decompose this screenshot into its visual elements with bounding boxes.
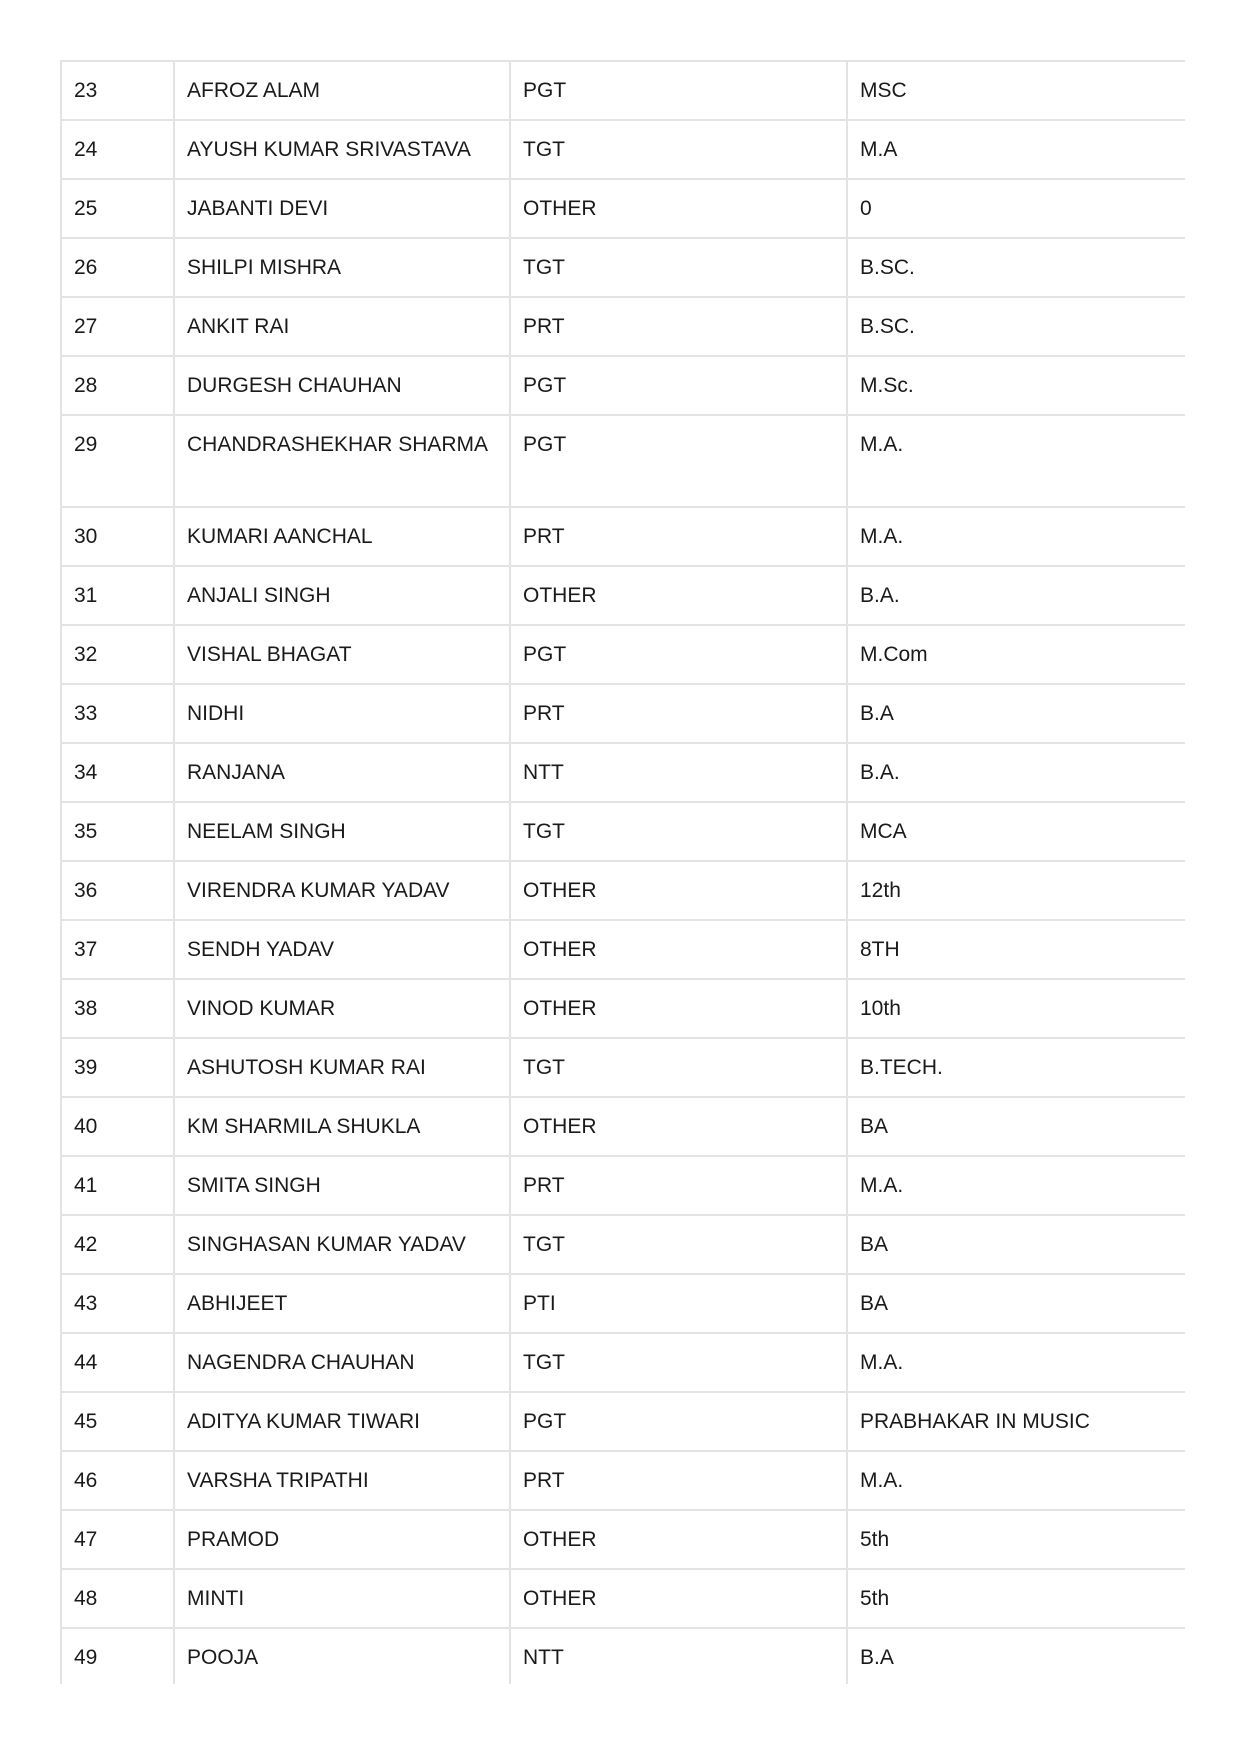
name-cell: SENDH YADAV: [174, 920, 510, 979]
serial-number-cell: 28: [61, 356, 174, 415]
table-row: [61, 238, 1185, 297]
serial-number-cell: 35: [61, 802, 174, 861]
qualification-cell: B.TECH.: [847, 1038, 1185, 1097]
qualification-cell: BA: [847, 1097, 1185, 1156]
serial-number-cell: 37: [61, 920, 174, 979]
qualification-cell: 12th: [847, 861, 1185, 920]
qualification-cell: M.Sc.: [847, 356, 1185, 415]
qualification-cell: B.A: [847, 684, 1185, 743]
name-cell: NEELAM SINGH: [174, 802, 510, 861]
qualification-cell: M.A.: [847, 415, 1185, 507]
serial-number-cell: 31: [61, 566, 174, 625]
serial-number-cell: 25: [61, 179, 174, 238]
table-row: [61, 1569, 1185, 1628]
name-cell: CHANDRASHEKHAR SHARMA: [174, 415, 510, 507]
qualification-cell: M.A: [847, 120, 1185, 179]
name-cell: MINTI: [174, 1569, 510, 1628]
qualification-cell: B.A.: [847, 743, 1185, 802]
name-cell: NAGENDRA CHAUHAN: [174, 1333, 510, 1392]
serial-number-cell: 24: [61, 120, 174, 179]
table-row: [61, 415, 1185, 507]
staff-table-body: [61, 61, 1185, 1684]
post-cell: OTHER: [510, 1569, 847, 1628]
table-row: [61, 179, 1185, 238]
qualification-cell: 8TH: [847, 920, 1185, 979]
qualification-cell: BA: [847, 1274, 1185, 1333]
serial-number-cell: 29: [61, 415, 174, 507]
post-cell: TGT: [510, 1038, 847, 1097]
name-cell: KM SHARMILA SHUKLA: [174, 1097, 510, 1156]
post-cell: OTHER: [510, 179, 847, 238]
post-cell: PGT: [510, 61, 847, 120]
name-cell: KUMARI AANCHAL: [174, 507, 510, 566]
name-cell: POOJA: [174, 1628, 510, 1684]
post-cell: OTHER: [510, 1510, 847, 1569]
table-row: [61, 979, 1185, 1038]
qualification-cell: PRABHAKAR IN MUSIC: [847, 1392, 1185, 1451]
table-row: [61, 1392, 1185, 1451]
serial-number-cell: 46: [61, 1451, 174, 1510]
serial-number-cell: 43: [61, 1274, 174, 1333]
qualification-cell: M.A.: [847, 507, 1185, 566]
post-cell: PRT: [510, 684, 847, 743]
qualification-cell: M.A.: [847, 1333, 1185, 1392]
serial-number-cell: 33: [61, 684, 174, 743]
name-cell: SINGHASAN KUMAR YADAV: [174, 1215, 510, 1274]
name-cell: NIDHI: [174, 684, 510, 743]
name-cell: RANJANA: [174, 743, 510, 802]
name-cell: ADITYA KUMAR TIWARI: [174, 1392, 510, 1451]
post-cell: OTHER: [510, 566, 847, 625]
serial-number-cell: 38: [61, 979, 174, 1038]
post-cell: PGT: [510, 625, 847, 684]
post-cell: PRT: [510, 507, 847, 566]
table-row: [61, 1215, 1185, 1274]
qualification-cell: 5th: [847, 1510, 1185, 1569]
serial-number-cell: 32: [61, 625, 174, 684]
serial-number-cell: 30: [61, 507, 174, 566]
post-cell: TGT: [510, 120, 847, 179]
name-cell: AYUSH KUMAR SRIVASTAVA: [174, 120, 510, 179]
post-cell: OTHER: [510, 979, 847, 1038]
table-row: [61, 1451, 1185, 1510]
name-cell: SMITA SINGH: [174, 1156, 510, 1215]
serial-number-cell: 40: [61, 1097, 174, 1156]
table-row: [61, 1628, 1185, 1684]
post-cell: PGT: [510, 415, 847, 507]
name-cell: VARSHA TRIPATHI: [174, 1451, 510, 1510]
table-row: [61, 1333, 1185, 1392]
table-row: [61, 61, 1185, 120]
post-cell: TGT: [510, 802, 847, 861]
table-row: [61, 1156, 1185, 1215]
name-cell: ANJALI SINGH: [174, 566, 510, 625]
post-cell: PGT: [510, 356, 847, 415]
post-cell: NTT: [510, 1628, 847, 1684]
table-row: [61, 1510, 1185, 1569]
table-row: [61, 297, 1185, 356]
qualification-cell: B.SC.: [847, 297, 1185, 356]
serial-number-cell: 41: [61, 1156, 174, 1215]
serial-number-cell: 26: [61, 238, 174, 297]
name-cell: VISHAL BHAGAT: [174, 625, 510, 684]
serial-number-cell: 34: [61, 743, 174, 802]
name-cell: VIRENDRA KUMAR YADAV: [174, 861, 510, 920]
post-cell: OTHER: [510, 861, 847, 920]
name-cell: ABHIJEET: [174, 1274, 510, 1333]
post-cell: PTI: [510, 1274, 847, 1333]
name-cell: ASHUTOSH KUMAR RAI: [174, 1038, 510, 1097]
post-cell: OTHER: [510, 920, 847, 979]
qualification-cell: 10th: [847, 979, 1185, 1038]
name-cell: VINOD KUMAR: [174, 979, 510, 1038]
qualification-cell: M.Com: [847, 625, 1185, 684]
table-row: [61, 507, 1185, 566]
qualification-cell: 0: [847, 179, 1185, 238]
post-cell: NTT: [510, 743, 847, 802]
post-cell: TGT: [510, 1215, 847, 1274]
name-cell: DURGESH CHAUHAN: [174, 356, 510, 415]
serial-number-cell: 48: [61, 1569, 174, 1628]
table-row: [61, 861, 1185, 920]
post-cell: PRT: [510, 297, 847, 356]
post-cell: PRT: [510, 1156, 847, 1215]
serial-number-cell: 47: [61, 1510, 174, 1569]
serial-number-cell: 49: [61, 1628, 174, 1684]
qualification-cell: M.A.: [847, 1451, 1185, 1510]
name-cell: PRAMOD: [174, 1510, 510, 1569]
name-cell: AFROZ ALAM: [174, 61, 510, 120]
table-row: [61, 1274, 1185, 1333]
post-cell: PGT: [510, 1392, 847, 1451]
name-cell: SHILPI MISHRA: [174, 238, 510, 297]
serial-number-cell: 42: [61, 1215, 174, 1274]
post-cell: PRT: [510, 1451, 847, 1510]
post-cell: TGT: [510, 1333, 847, 1392]
table-row: [61, 802, 1185, 861]
qualification-cell: M.A.: [847, 1156, 1185, 1215]
qualification-cell: MCA: [847, 802, 1185, 861]
qualification-cell: B.SC.: [847, 238, 1185, 297]
serial-number-cell: 23: [61, 61, 174, 120]
qualification-cell: BA: [847, 1215, 1185, 1274]
serial-number-cell: 39: [61, 1038, 174, 1097]
staff-table: [60, 60, 1185, 1684]
qualification-cell: B.A: [847, 1628, 1185, 1684]
name-cell: ANKIT RAI: [174, 297, 510, 356]
table-row: [61, 743, 1185, 802]
name-cell: JABANTI DEVI: [174, 179, 510, 238]
table-row: [61, 684, 1185, 743]
serial-number-cell: 45: [61, 1392, 174, 1451]
serial-number-cell: 36: [61, 861, 174, 920]
table-row: [61, 1097, 1185, 1156]
table-row: [61, 566, 1185, 625]
table-row: [61, 1038, 1185, 1097]
table-row: [61, 625, 1185, 684]
post-cell: OTHER: [510, 1097, 847, 1156]
qualification-cell: 5th: [847, 1569, 1185, 1628]
serial-number-cell: 44: [61, 1333, 174, 1392]
post-cell: TGT: [510, 238, 847, 297]
qualification-cell: B.A.: [847, 566, 1185, 625]
qualification-cell: MSC: [847, 61, 1185, 120]
table-row: [61, 120, 1185, 179]
table-row: [61, 356, 1185, 415]
table-row: [61, 920, 1185, 979]
serial-number-cell: 27: [61, 297, 174, 356]
